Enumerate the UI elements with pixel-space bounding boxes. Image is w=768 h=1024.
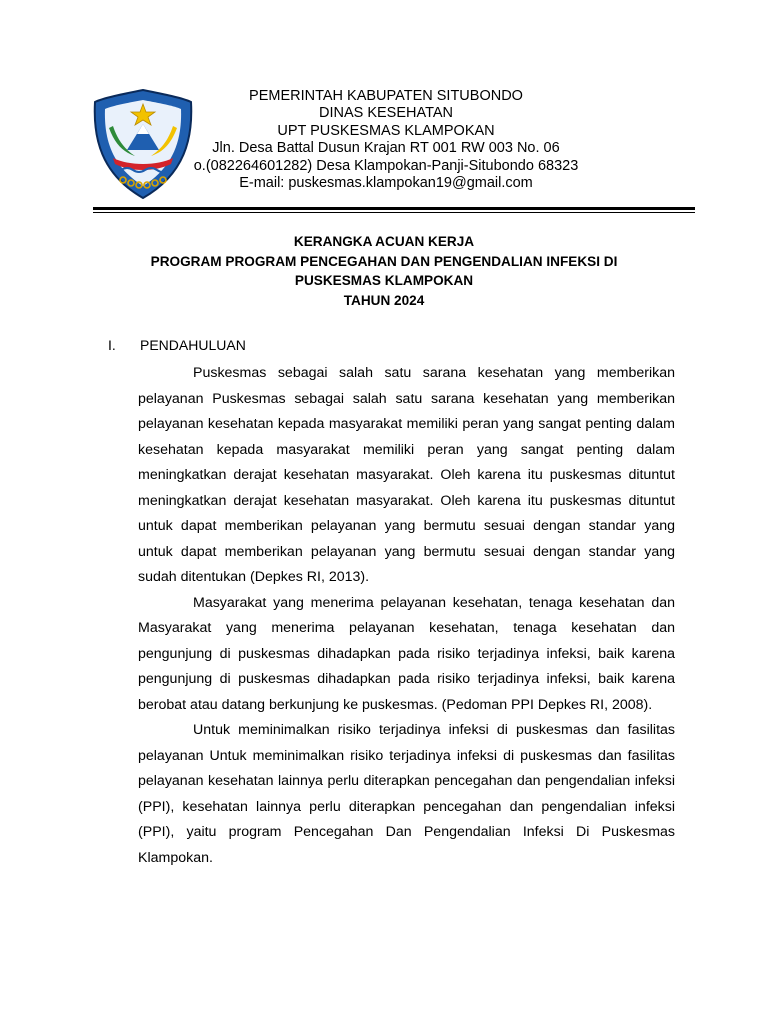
letterhead-agency: DINAS KESEHATAN xyxy=(318,105,454,122)
title-line-3: PUSKESMAS KLAMPOKAN xyxy=(294,273,474,288)
paragraph: Untuk meminimalkan risiko terjadinya infeksi di puskesmas dan fasilitas pelayanan Untuk meminimalkan risiko terjadinya infeksi di puskesmas dan fasilitas pelayanan kesehatan lainnya perlu diterapkan pencegahan dan pengendalian infeksi (PPI), kesehatan lainnya perlu diterapkan pencegahan dan pengendalian infeksi (PPI), yaitu program Pencegahan Dan Pengendalian Infeksi Di Puskesmas Klampokan. xyxy=(138,722,675,866)
letterhead-unit: UPT PUSKESMAS KLAMPOKAN xyxy=(277,122,495,139)
letterhead-divider-thick xyxy=(93,207,695,210)
letterhead-divider-thin xyxy=(93,212,695,213)
section-body xyxy=(138,361,675,871)
paragraph: Puskesmas sebagai salah satu sarana kesehatan yang memberikan pelayanan Puskesmas sebagai salah satu sarana kesehatan yang memberikan pelayanan kesehatan kepada masyarakat memiliki peran yang sangat penting dalam kesehatan kepada masyarakat memiliki peran yang sangat penting dalam meningkatkan derajat kesehatan masyarakat. Oleh karena itu puskesmas dituntut meningkatkan derajat kesehatan masyarakat. Oleh karena itu puskesmas dituntut untuk dapat memberikan pelayanan yang bermutu sesuai dengan standar yang untuk dapat memberikan pelayanan yang bermutu sesuai dengan standar yang sudah ditentukan (Depkes RI, 2013). xyxy=(138,365,675,585)
title-line-2: PROGRAM PROGRAM PENCEGAHAN DAN PENGENDALIAN INFEKSI DI xyxy=(150,253,618,269)
letterhead-phone: o.(082264601282) Desa Klampokan-Panji-Situbondo 68323 xyxy=(193,157,579,174)
paragraph: Masyarakat yang menerima pelayanan kesehatan, tenaga kesehatan dan Masyarakat yang menerima pelayanan kesehatan, tenaga kesehatan dan pengunjung di puskesmas dihadapkan pada risiko terjadinya infeksi, baik karena pengunjung di puskesmas dihadapkan pada risiko terjadinya infeksi, baik karena berobat atau datang berkunjung ke puskesmas. (Pedoman PPI Depkes RI, 2008). xyxy=(138,594,675,713)
letterhead-government: PEMERINTAH KABUPATEN SITUBONDO xyxy=(249,88,523,104)
section-title: PENDAHULUAN xyxy=(140,337,246,353)
title-line-4: TAHUN 2024 xyxy=(343,292,425,308)
letterhead-address: Jln. Desa Battal Dusun Krajan RT 001 RW 003 No. 06 xyxy=(212,140,560,157)
section-number: I. xyxy=(108,337,116,353)
letterhead-email: E-mail: puskesmas.klampokan19@gmail.com xyxy=(239,175,533,192)
title-line-1: KERANGKA ACUAN KERJA xyxy=(293,234,475,249)
letterhead xyxy=(170,88,602,192)
section-heading xyxy=(108,337,246,354)
document-title xyxy=(93,232,675,310)
